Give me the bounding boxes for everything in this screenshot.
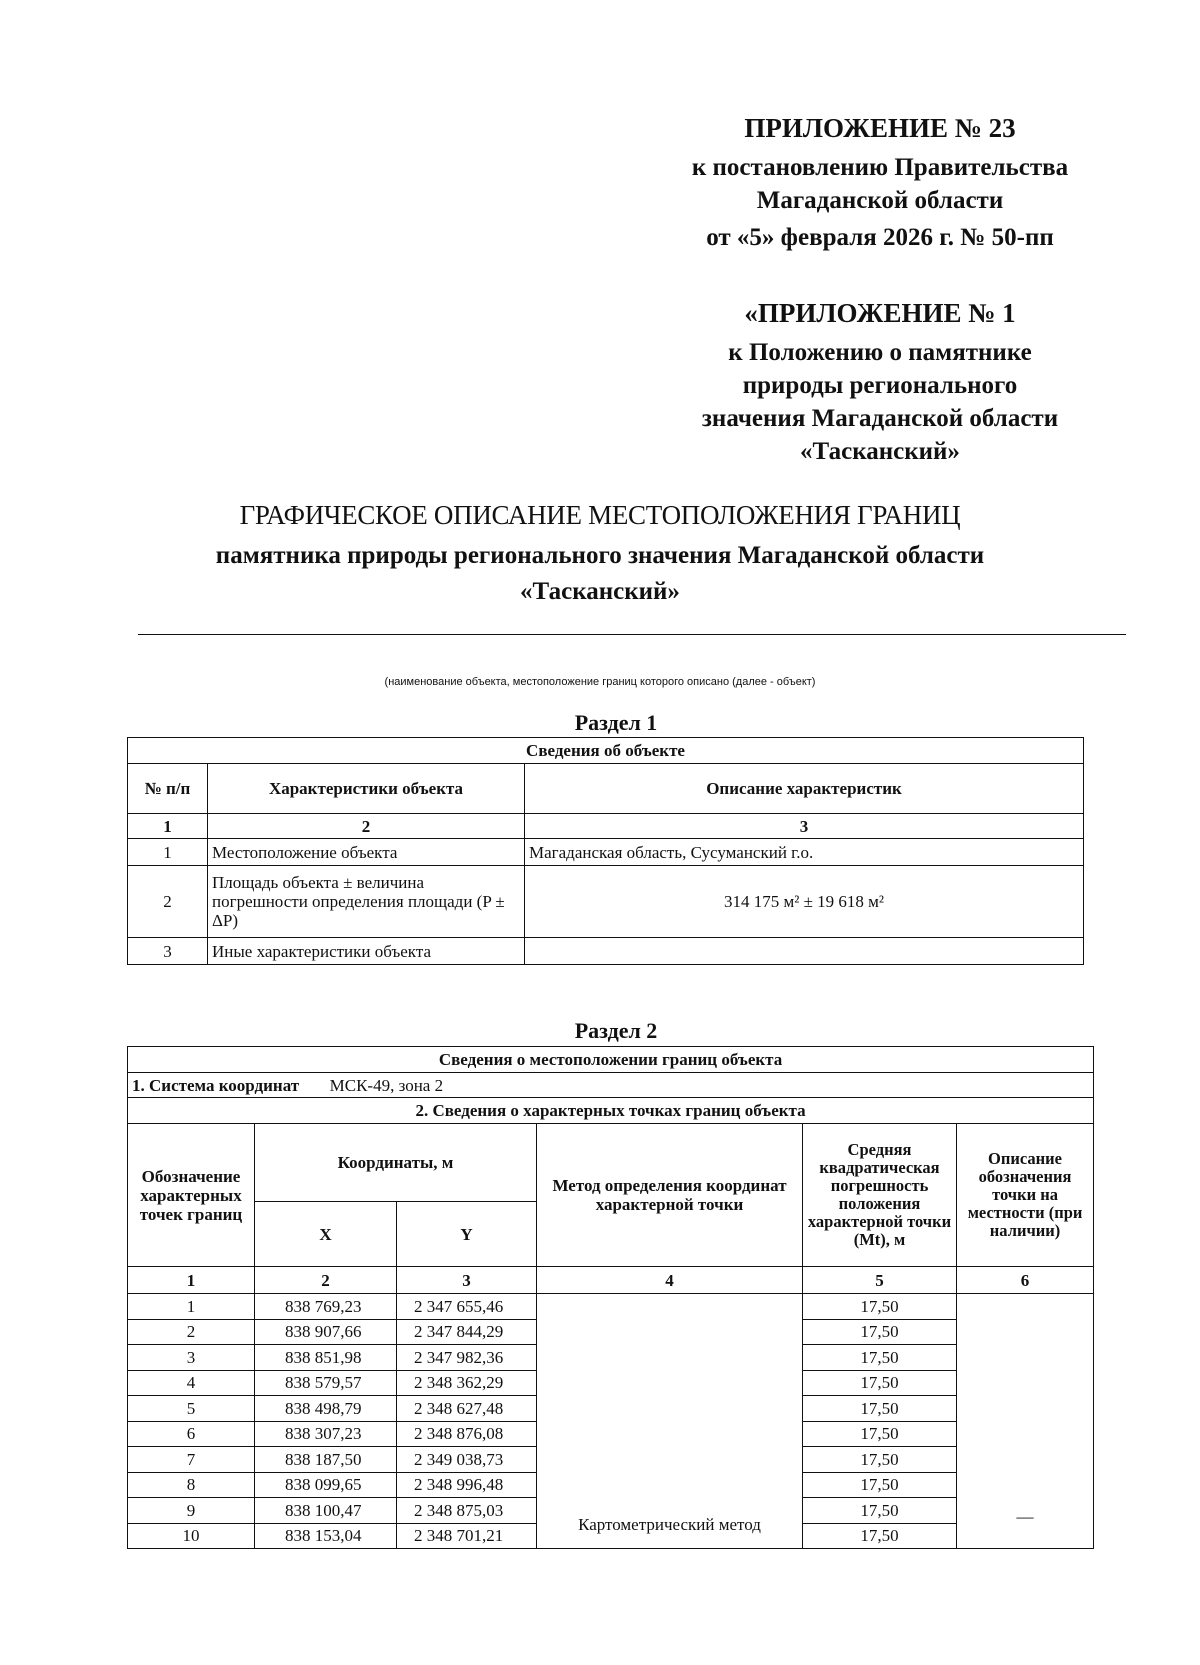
section2-title: Раздел 2 (574, 1018, 658, 1043)
row-number: 3 (128, 938, 208, 965)
header-coordinates: Координаты, м (255, 1124, 537, 1202)
point-x: 838 579,57 (255, 1370, 397, 1396)
col-number-2: 2 (208, 814, 525, 839)
point-y: 2 348 996,48 (397, 1472, 537, 1498)
point-x: 838 498,79 (255, 1396, 397, 1422)
point-mt: 17,50 (803, 1396, 957, 1422)
annex2-title: «ПРИЛОЖЕНИЕ № 1 (744, 298, 1016, 328)
document-subtitle (0, 538, 1200, 610)
title-caption: (наименование объекта, местоположение границ которого описано (далее - объект) (384, 676, 816, 688)
point-mt: 17,50 (803, 1319, 957, 1345)
table-row (128, 1294, 1094, 1320)
row-characteristic: Местоположение объекта (208, 839, 525, 866)
col-number-5: 5 (803, 1267, 957, 1294)
point-x: 838 907,66 (255, 1319, 397, 1345)
table-row (128, 866, 1084, 938)
col-number-3: 3 (525, 814, 1084, 839)
coord-system-row (128, 1073, 1094, 1098)
section1-title: Раздел 1 (574, 710, 658, 735)
boundary-table-title: Сведения о местоположении границ объекта (128, 1047, 1094, 1073)
coord-system-value: МСК-49, зона 2 (329, 1075, 444, 1095)
object-info-table (127, 737, 1084, 965)
point-mt: 17,50 (803, 1294, 957, 1320)
point-mt: 17,50 (803, 1370, 957, 1396)
point-mt: 17,50 (803, 1498, 957, 1524)
point-x: 838 187,50 (255, 1447, 397, 1473)
point-y: 2 347 655,46 (397, 1294, 537, 1320)
annex2-reference (600, 336, 1160, 468)
point-number: 10 (128, 1523, 255, 1549)
annex-date (600, 221, 1160, 254)
annex-header (600, 110, 1160, 146)
point-y: 2 347 982,36 (397, 1345, 537, 1371)
header-point-description: Описание обозначения точки на местности (при наличии) (957, 1124, 1094, 1267)
point-number: 1 (128, 1294, 255, 1320)
point-description-cell: — (957, 1294, 1094, 1549)
row-value (525, 938, 1084, 965)
header-error: Средняя квадратическая погрешность положения характерной точки (Mt), м (803, 1124, 957, 1267)
point-number: 3 (128, 1345, 255, 1371)
point-x: 838 307,23 (255, 1421, 397, 1447)
col-number-3: 3 (397, 1267, 537, 1294)
coord-system-label: 1. Система координат (132, 1075, 300, 1095)
header-y: Y (397, 1202, 537, 1267)
table-row (128, 839, 1084, 866)
point-number: 6 (128, 1421, 255, 1447)
point-number: 9 (128, 1498, 255, 1524)
point-y: 2 348 362,29 (397, 1370, 537, 1396)
row-characteristic: Иные характеристики объекта (208, 938, 525, 965)
point-y: 2 349 038,73 (397, 1447, 537, 1473)
header-method: Метод определения координат характерной точки (537, 1124, 803, 1267)
annex-date-line: от «5» февраля 2026 г. № 50-пп (706, 224, 1054, 251)
object-info-table-title: Сведения об объекте (128, 738, 1084, 764)
point-y: 2 348 876,08 (397, 1421, 537, 1447)
point-mt: 17,50 (803, 1523, 957, 1549)
header-characteristics: Характеристики объекта (208, 764, 525, 814)
point-number: 8 (128, 1472, 255, 1498)
point-y: 2 348 627,48 (397, 1396, 537, 1422)
header-description: Описание характеристик (525, 764, 1084, 814)
col-number-1: 1 (128, 814, 208, 839)
document-title: ГРАФИЧЕСКОЕ ОПИСАНИЕ МЕСТОПОЛОЖЕНИЯ ГРАНИЦ (239, 500, 961, 530)
header-x: X (255, 1202, 397, 1267)
col-number-4: 4 (537, 1267, 803, 1294)
annex-reference (600, 151, 1160, 217)
point-y: 2 348 875,03 (397, 1498, 537, 1524)
method-cell: Картометрический метод (537, 1294, 803, 1549)
table-row (128, 938, 1084, 965)
point-number: 4 (128, 1370, 255, 1396)
point-x: 838 099,65 (255, 1472, 397, 1498)
col-number-1: 1 (128, 1267, 255, 1294)
col-number-6: 6 (957, 1267, 1094, 1294)
row-number: 1 (128, 839, 208, 866)
point-x: 838 100,47 (255, 1498, 397, 1524)
point-x: 838 851,98 (255, 1345, 397, 1371)
row-value: 314 175 м² ± 19 618 м² (525, 866, 1084, 938)
boundary-points-table (127, 1046, 1094, 1549)
points-section-title: 2. Сведения о характерных точках границ объекта (128, 1098, 1094, 1124)
col-number-2: 2 (255, 1267, 397, 1294)
point-y: 2 347 844,29 (397, 1319, 537, 1345)
annex-title: ПРИЛОЖЕНИЕ № 23 (744, 113, 1016, 143)
point-y: 2 348 701,21 (397, 1523, 537, 1549)
document-subtitle-line1: памятника природы регионального значения Магаданской области (215, 542, 985, 569)
annex2-to-line3: значения Магаданской области (701, 405, 1059, 432)
annex2-to-line1: к Положению о памятнике (728, 339, 1032, 366)
point-number: 7 (128, 1447, 255, 1473)
annex2-to-line2: природы регионального (742, 372, 1018, 399)
annex-to-line2: Магаданской области (756, 187, 1004, 214)
point-mt: 17,50 (803, 1447, 957, 1473)
row-number: 2 (128, 866, 208, 938)
header-designation: Обозначение характерных точек границ (128, 1124, 255, 1267)
point-mt: 17,50 (803, 1345, 957, 1371)
point-number: 5 (128, 1396, 255, 1422)
header-number: № п/п (128, 764, 208, 814)
title-underline (138, 634, 1126, 635)
point-number: 2 (128, 1319, 255, 1345)
point-mt: 17,50 (803, 1472, 957, 1498)
point-x: 838 769,23 (255, 1294, 397, 1320)
row-value: Магаданская область, Сусуманский г.о. (525, 839, 1084, 866)
annex2-to-line4: «Тасканский» (800, 438, 960, 465)
row-characteristic: Площадь объекта ± величина погрешности определения площади (P ± ΔP) (208, 866, 525, 938)
document-subtitle-line2: «Тасканский» (520, 578, 680, 605)
annex2-header (600, 295, 1160, 331)
point-mt: 17,50 (803, 1421, 957, 1447)
annex-to-line1: к постановлению Правительства (691, 154, 1069, 181)
point-x: 838 153,04 (255, 1523, 397, 1549)
